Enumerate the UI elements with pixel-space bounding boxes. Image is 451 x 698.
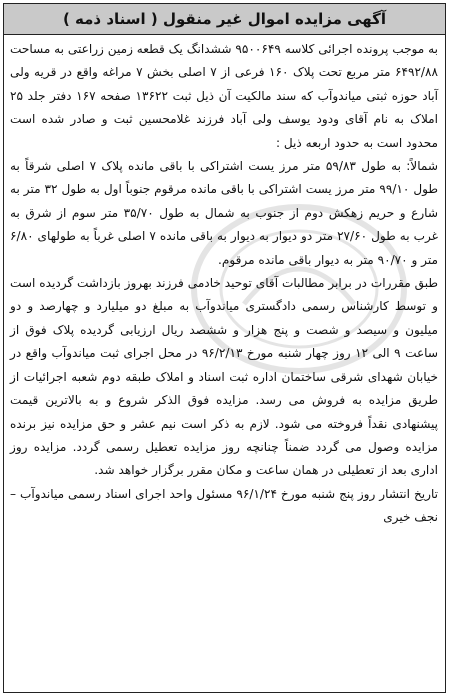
paragraph-publication-date: تاریخ انتشار روز پنج شنبه مورخ ۹۶/۱/۲۴ مسئول واحد اجرای اسناد رسمی میاندوآب – نجف خیری (10, 486, 439, 525)
notice-title: آگهی مزایده اموال غیر منقول ( اسناد ذمه ) (62, 10, 387, 28)
notice-title-bar (4, 4, 445, 35)
paragraph-boundaries: شمالاً: به طول ۵۹/۸۳ متر مرز یست اشتراکی با باقی مانده پلاک ۷ اصلی شرقاً به طول ۹۹/۱۰ متر مرز یست اشتراکی با باقی مانده مرقوم جنوباً اول به طول ۳۲ متر به شارع و حریم زهکش دوم از جنوب به شمال به طول ۳۵/۷۰ متر سوم از شرق به غرب به طول ۲۷/۶۰ متر دو دیوار به دیوار به باقی مانده ۷ اصلی غرباً به طولهای ۶/۸۰ متر و ۹۰/۷۰ متر به دیوار باقی مانده مرقوم. (10, 159, 439, 267)
paragraph-property-description: به موجب پرونده اجرائی کلاسه ۹۵۰۰۶۴۹ ششدانگ یک قطعه زمین زراعتی به مساحت ۶۴۹۲/۸۸ متر مربع تحت پلاک ۱۶۰ فرعی از ۷ اصلی بخش ۷ مراغه واقع در قریه ولی آباد حوزه ثبتی میاندوآب که سند مالکیت آن ذیل ثبت ۱۳۶۲۲ صفحه ۱۶۷ دفتر جلد ۲۵ املاک به نام آقای ودود یوسف ولی آباد فرزند غلامحسین ثبت و صادر شده است محدود است به حدود اربعه ذیل : (10, 42, 439, 150)
paragraph-auction-terms: طبق مقررات در برابر مطالبات آقای توحید خادمی فرزند بهروز بازداشت گردیده است و توسط کارشناس رسمی دادگستری میاندوآب به مبلغ دو میلیارد و چهارصد و دو میلیون و سیصد و شصت و پنج هزار و ششصد ریال ارزیابی گردیده پلاک فوق از ساعت ۹ الی ۱۲ روز چهار شنبه مورخ ۹۶/۲/۱۳ در محل اجرای ثبت میاندوآب واقع در خیابان شهدای شرقی ساختمان اداره ثبت اسناد و املاک طبقه دوم شعبه اجرائیات از طریق مزایده به فروش می رسد. مزایده فوق الذکر شروع و به بالاترین قیمت پیشنهادی نقداً فروخته می شود. لازم به ذکر است نیم عشر و حق مزایده نیز برنده مزایده وصول می گردد ضمناً چنانچه روز مزایده تعطیل رسمی گردد. مزایده روز اداری بعد از تعطیلی در همان ساعت و مکان مقرر برگزار خواهد شد. (10, 276, 438, 478)
auction-notice (3, 3, 446, 693)
notice-body (4, 35, 445, 530)
